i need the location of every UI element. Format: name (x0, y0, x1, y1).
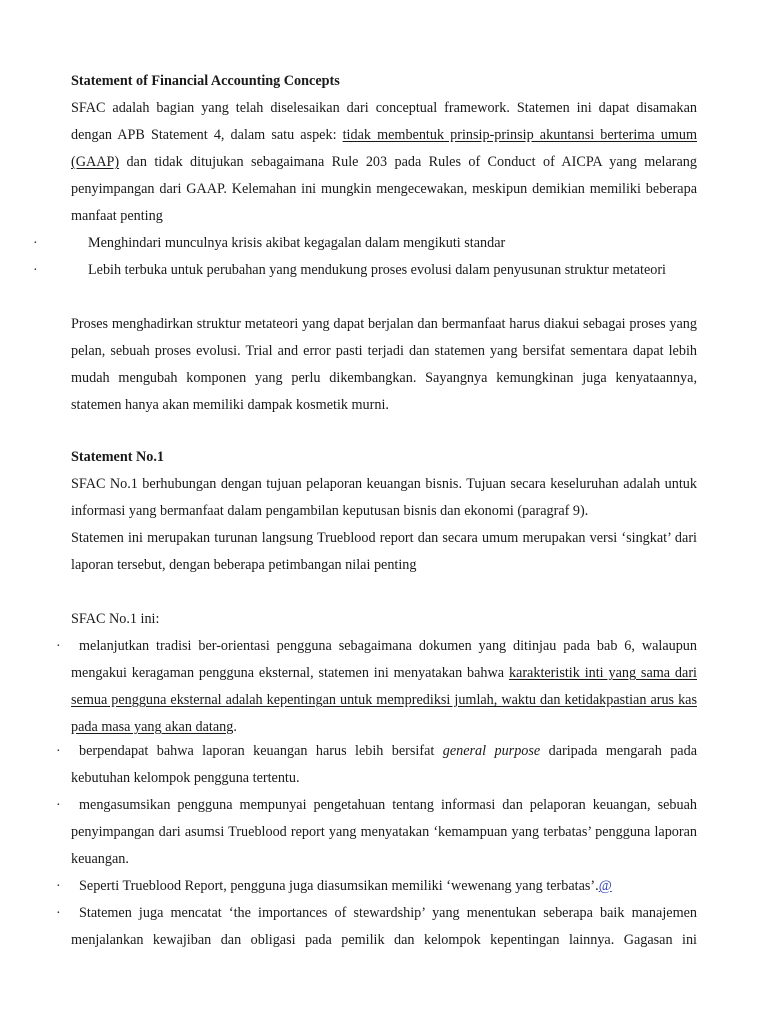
statement1-paragraph-2: Statemen ini merupakan turunan langsung Trueblood report dan secara umum merupakan versi ‘singkat’ dari laporan tersebut, dengan beberapa petimbangan nilai penting (71, 530, 697, 573)
sfac1-intro-line: SFAC No.1 ini: (71, 611, 160, 627)
bullet-marker: · (56, 879, 61, 894)
list-item-text-b: . (233, 719, 237, 735)
list-item: Statemen juga mencatat ‘the importances of stewardship’ yang menentukan seberapa baik manajemen menjalankan kewajiban dan obligasi pada pemilik dan kelompok kepentingan lainnya. Gagasan ini (71, 905, 697, 948)
list-item-text-a: melanjutkan tradisi ber-orientasi pengguna sebagaimana dokumen yang ditinjau pada bab 6, walaupun mengakui keragaman pengguna eksternal, statemen ini menyatakan bahwa (71, 638, 697, 681)
bullet-marker: · (56, 798, 61, 813)
section-heading-statement-1: Statement No.1 (71, 449, 164, 465)
list-item (71, 633, 697, 741)
bullet-marker: · (56, 639, 61, 654)
list-item-text-b: daripada mengarah pada kebutuhan kelompok pengguna tertentu. (71, 743, 697, 786)
section-heading-sfac: Statement of Financial Accounting Concepts (71, 73, 340, 89)
statement1-paragraph-1: SFAC No.1 berhubungan dengan tujuan pelaporan keuangan bisnis. Tujuan secara keseluruhan adalah untuk informasi yang bermanfaat dalam pengambilan keputusan bisnis dan ekonomi (paragraf 9). (71, 476, 697, 519)
sfac-intro-underlined: tidak membentuk prinsip-prinsip akuntansi berterima umum (GAAP) (71, 127, 697, 170)
list-item: Lebih terbuka untuk perubahan yang mendukung proses evolusi dalam penyusunan struktur metateori (88, 262, 666, 278)
list-item-italic: general purpose (442, 743, 541, 759)
metateori-paragraph: Proses menghadirkan struktur metateori yang dapat berjalan dan bermanfaat harus diakui sebagai proses yang pelan, sebuah proses evolusi. Trial and error pasti terjadi dan statemen yang bersifat sementara dapat lebih mudah mengubah komponen yang perlu dikembangkan. Sayangnya kemungkinan juga kenyataannya, statemen hanya akan memiliki dampak kosmetik murni. (71, 316, 697, 413)
bullet-marker: · (33, 263, 38, 278)
bullet-marker: · (33, 236, 38, 251)
bullet-marker: · (56, 906, 61, 921)
list-item-text: Seperti Trueblood Report, pengguna juga diasumsikan memiliki ‘wewenang yang terbatas’. (79, 878, 599, 894)
sfac-intro-text-b: dan tidak ditujukan sebagaimana Rule 203 pada Rules of Conduct of AICPA yang melarang penyimpangan dari GAAP. Kelemahan ini mungkin mengecewakan, meskipun demikian memiliki beberapa manfaat penting (71, 154, 697, 224)
list-item (71, 873, 697, 900)
list-item-text-a: berpendapat bahwa laporan keuangan harus lebih bersifat (79, 743, 443, 759)
list-item (71, 738, 697, 792)
footnote-link[interactable]: @ (598, 878, 612, 894)
bullet-marker: · (56, 744, 61, 759)
sfac-intro-text-a: SFAC adalah bagian yang telah diselesaikan dari conceptual framework. Statemen ini dapat disamakan dengan APB Statement 4, dalam satu aspek: (71, 100, 697, 143)
sfac-intro-paragraph (71, 95, 697, 230)
list-item-underlined: karakteristik inti yang sama dari semua pengguna eksternal adalah kepentingan untuk memprediksi jumlah, waktu dan ketidakpastian arus kas pada masa yang akan datang (71, 665, 697, 735)
list-item: mengasumsikan pengguna mempunyai pengetahuan tentang informasi dan pelaporan keuangan, sebuah penyimpangan dari asumsi Trueblood report yang menyatakan ‘kemampuan yang terbatas’ pengguna laporan keuangan. (71, 797, 697, 867)
list-item: Menghindari munculnya krisis akibat kegagalan dalam mengikuti standar (88, 235, 506, 251)
